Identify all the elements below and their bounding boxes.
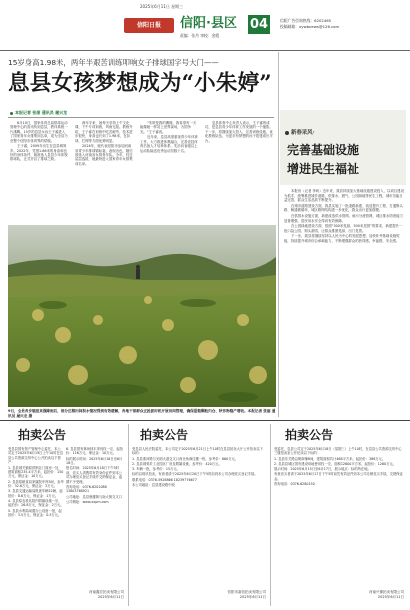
sidebar-kicker [285,130,315,137]
auction-line: 公司网址：www.xxpm.com [66,499,109,504]
auction-line: 咨询电话：0376-6201088 13803768921 [66,484,107,494]
ad-hotline [280,18,339,29]
auction-divider [128,424,129,606]
bullet-icon [285,131,289,135]
auction-2-signature: 信阳市嘉信拍卖有限公司 2025年6月11日 [227,590,266,599]
auction-line: 1. 息县城关镇原供销社门面房一处，建筑面积235.4平方米，起拍价：150万元，保证金：10万元。 [8,465,64,479]
sidebar-paragraph: 本报讯（记者 李尚）近年来，我县持续加大基础设施建设投入，以项目建设为抓手，统筹推进城乡道路、供排水、燃气、公园绿地等民生工程，城市功能日益完善，群众生活品质不断提升。 [284,189,404,203]
section-title: 信阳·县区 [180,16,237,31]
auction-line: 咨询电话：0376-6280150 [274,482,315,487]
article-column-2 [75,121,133,224]
hotline-text: 信阳广告咨询热线：6202465 [280,18,332,23]
auction-line: 报名时间：2025年6月18日下午5时前，竞买人须携带有效身份证件到本公司办理竞买登记手续并交纳保证金，逾期不予受理。 [66,466,123,484]
auction-divider [270,424,271,606]
auction-line: 2. 息县城郊乡工业园区厂房及附属设施，参考价：420万元。 [132,461,222,466]
auction-line: 5. 息县水利局闲置办公设备一批，起拍价：3.5万元，保证金：0.5万元。 [8,508,62,518]
auction-heading-2: 拍卖公告 [140,428,189,442]
article-paragraph: 近年来，息县高度重视青少年体育工作，大力推进体教融合，完善竞技体育后备人才培养体系，先后向省级以上运动队输送优秀运动员数十名。 [140,135,198,153]
field-photo-graphic [8,225,276,407]
auction-line: 4. 息县原农机站院内附属设施一宗，起拍价：26.8万元，保证金：2万元。 [8,499,64,508]
article-title: 息县女孩梦想成为“小朱婷” [8,71,272,96]
sidebar-body [284,189,404,245]
auction-line: 受息县人民法院委托，本公司定于2025年6月21日上午10时在息县拍卖大厅公开拍卖以下标的： [132,447,263,456]
auction-line: 公司地址：息县谯楼街与南大街交叉口 [66,494,123,499]
auction-line: 2. 息县县城区国有建设用地使用权一宗，面积12600平方米，起拍价：1260万元。 [274,461,396,466]
auction-line: 展示时间：2025年6月15日至6月17日，展示地点：标的所在地。 [274,467,371,472]
person-figure [136,265,140,279]
article-paragraph: “朱婷是我的偶像，我希望有一天能像她一样站上世界赛场，为国争光。”王子睿说。 [140,121,197,134]
section-rule [0,420,410,421]
auction-line: 1. 息县东关路沿街商铺8间，建筑面积共计468平方米，起拍价：386万元。 [274,456,386,461]
auction-line: 3. 车辆一批，参考价：15万元。 [132,467,180,472]
auction-line: 有意竞买者请于2025年6月17日下午5时前凭有效证件到本公司办理竞买手续，交纳保证金。 [274,472,403,481]
auction-heading-3: 拍卖公告 [285,428,334,442]
auction-line: 受息县国有资产管理中心委托，本公司定于2025年6月19日上午10时在息县公共资源交易中心公开拍卖以下资产： [8,447,64,465]
sidebar-title-line-1: 完善基础设施 [287,143,360,157]
article-paragraph: 王子睿，2009年出生在息县城郊乡。2022年，凭借1.86米的身高和良好的身体条件，她被选入息县少年体校排球队，正式开启了排球之路。 [10,144,68,162]
email-text: 投稿邮箱：xywbnews@126.com [280,23,340,29]
auction-1-col-b [66,447,124,597]
title-rule [8,117,274,118]
sidebar-paragraph: 下一步，我县将继续坚持以人民为中心的发展思想，加快补齐基础设施短板，持续提升城市综合承载能力，不断增强群众的获得感、幸福感、安全感。 [284,234,400,243]
auction-line: 3. 息县交通运输局报废车辆12辆，起拍价：8.6万元，保证金：1万元。 [8,489,63,498]
auction-3-body [274,447,404,587]
article-paragraph: 2024年，她代表信阳市参加河南省青少年排球锦标赛，表现出色，随后被选入河南省女排青年队。今年，经过层层选拔，她最终进入国家青年女排集训名单。 [75,144,133,166]
sidebar-kicker-text: 新春采风· [291,130,315,136]
auction-line: 标的以现状拍卖，有意者请于2025年6月20日下午5时前到本公司办理竞买登记手续。 [132,472,258,477]
newspaper-logo: 信阳日报 [124,18,174,33]
auction-line: 1. 息县淮河路与光明大道交叉口西北角商住楼一栋，参考价：860万元。 [132,456,239,461]
article-kicker: 15岁身高1.98米，两年半艰苦训练叩响女子排球国字号大门—— [8,58,219,67]
field-photo [8,225,276,407]
issue-date: 2025年6月11日 星期三 [140,4,184,9]
auction-3-signature: 河南兴豫拍卖有限公司 2025年6月11日 [369,590,404,599]
sidebar-paragraph: 在供排水设施方面，新建改造供水管网、雨污分流管网，城区排水防涝能力显著增强，居民用水安全得到有效保障。 [284,213,403,223]
auction-2-body [132,447,266,587]
article-column-4 [205,121,273,224]
sidebar-paragraph: 在公园绿地建设方面，按照“300米见绿、500米见园”的要求，新建提升一批口袋公园、街头游园，让群众推窗见绿、出门见景。 [284,224,403,233]
auction-line: 标的展示时间：2025年6月16日至6月18日。 [66,456,123,466]
auction-1-signature: 河南鑫宏拍卖有限公司 2025年6月11日 [89,590,124,599]
auction-heading-1: 拍卖公告 [18,428,67,442]
auction-line: 本公司地址：息县建设路中段 [132,482,175,487]
auction-line: 6. 息县国有林场林木采伐权一宗，起拍价：116万元，保证金：10万元。 [66,447,123,456]
sidebar-paragraph: 在城市道路建设方面，我县实施了一批道路新建、改造提升工程，打通断头路、畅通微循环，城区路网结构进一步优化，群众出行更加便捷。 [284,203,403,213]
article-column-3 [140,121,198,224]
page-number: 04 [249,17,269,32]
auction-line: 联系电话：0376-5928866 18239776677 [132,477,197,482]
sidebar-divider [278,52,279,417]
article-column-1 [10,121,68,224]
header-rule [0,50,410,51]
sidebar-title-line-2: 增进民生福祉 [287,162,360,176]
article-paragraph: 6月10日，国家体育总局排球运动管理中心的喜讯传到息县，教体系统一片沸腾。15岁的息县女孩王子睿进入了国家青年女排集训名单，成为全县乃至整个信阳市体育界的骄傲。 [10,121,68,143]
auction-line: 2. 息县原粮食局家属院车库5间，参考价：32.6万元，保证金：3万元。 [8,479,64,489]
editor-credits: 责编：张丹 审校：金霞 [180,33,220,38]
photo-caption: 9日，全县各乡镇迎来强降雨后，部分庄稼田间积水情况得到有效缓解，各地干部群众正抢抓时机开展田间管理，确保夏粮颗粒归仓、秋作物稳产增收。本报记者 张丽 通讯员 屠兴龙 摄 [8,409,276,418]
auction-1-col-a [8,447,64,605]
bullet-icon [10,112,13,115]
article-byline [10,110,67,115]
auction-line: 受委托，息县公司定于2025年6月18日（星期三）上午10时，在息县公共资源交易中心三楼拍卖室公开拍卖以下标的： [274,447,402,456]
byline-text: 本报记者 张丽 通讯员 屠兴龙 [15,110,68,115]
article-paragraph: 两年半来，她每天坚持上午文化课、下午专项训练，风雨无阻。教练介绍，王子睿在训练中吃苦耐劳，技术进步很快，身高也长到了1.98米，在扣球、拦网等方面优势明显。 [75,121,133,143]
article-paragraph: 息县体育中心负责人表示，王子睿的成功，是息县青少年体育工作发展的一个缩影。下一步，将继续加大投入，完善训练设施，优化教练队伍，为更多有梦想的孩子搭建成长平台。 [205,121,273,143]
